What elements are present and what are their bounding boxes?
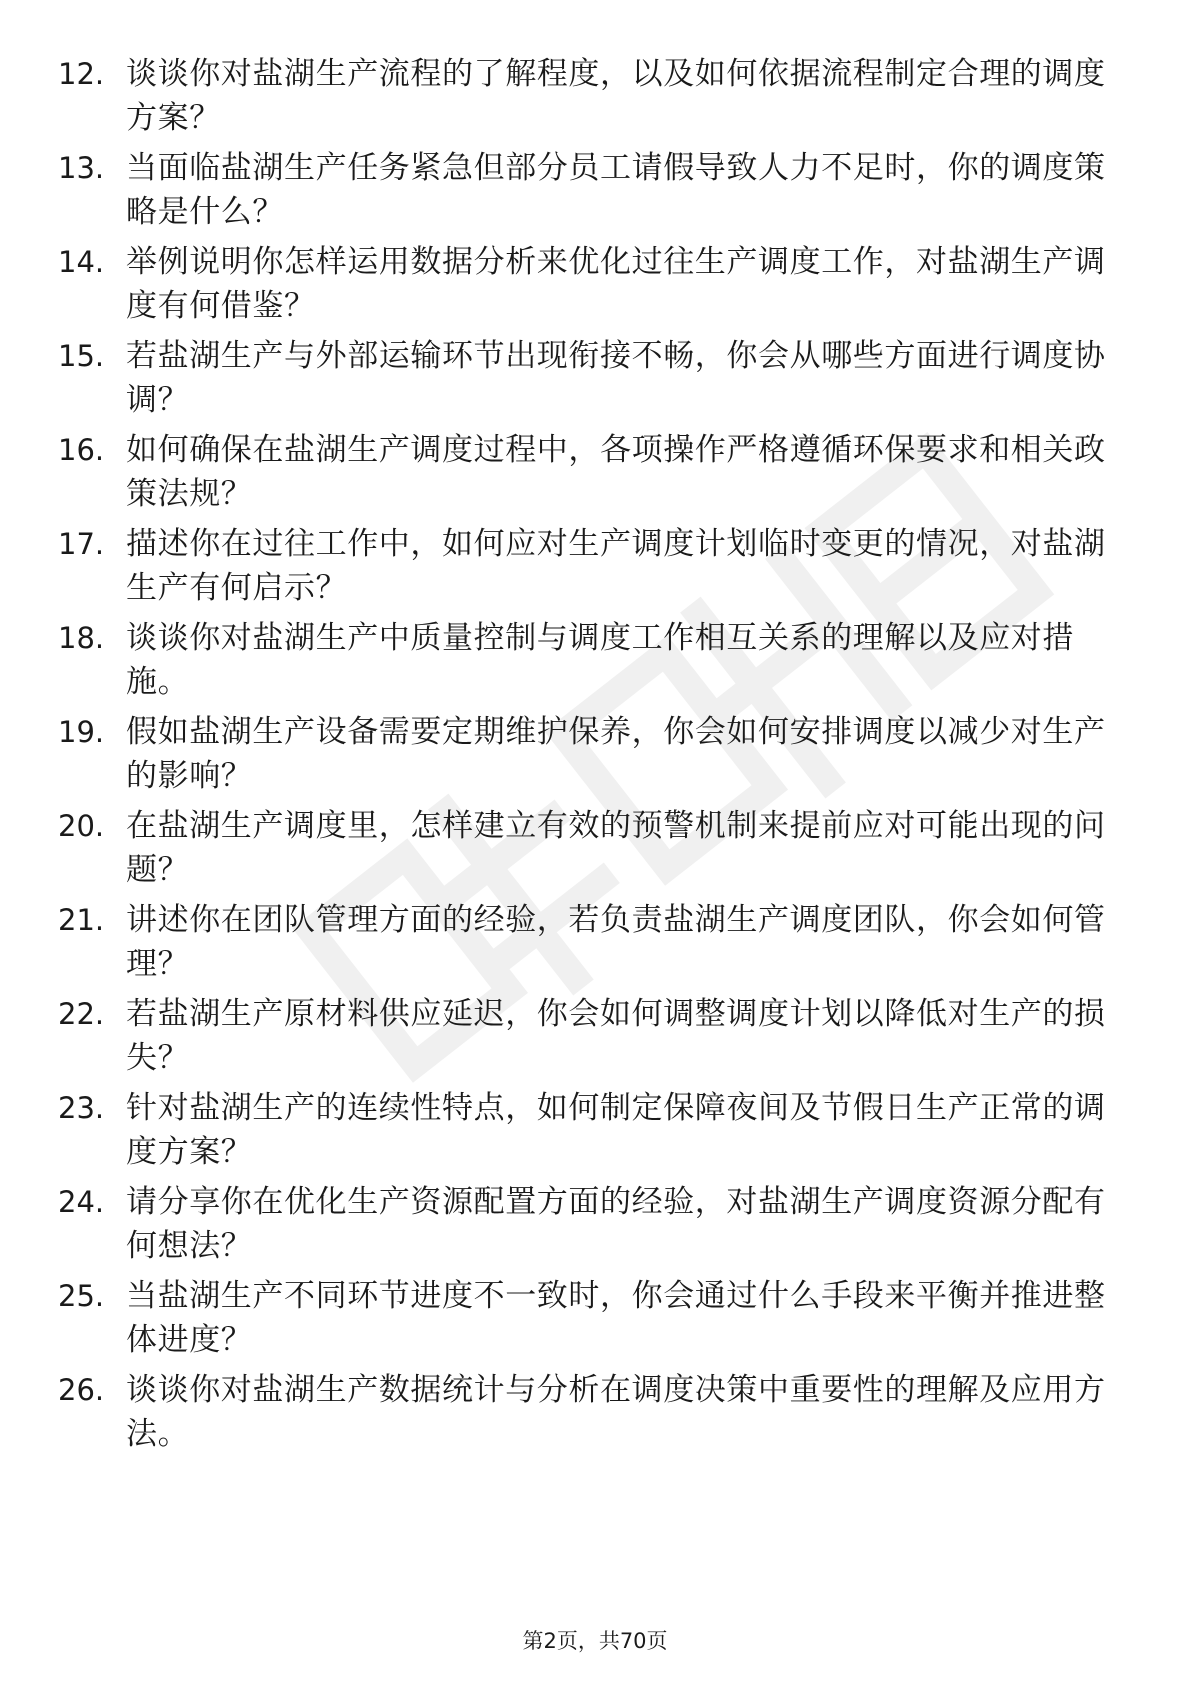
question-text: 讲述你在团队管理方面的经验，若负责盐湖生产调度团队，你会如何管理？	[126, 902, 1106, 982]
question-text: 在盐湖生产调度里，怎样建立有效的预警机制来提前应对可能出现的问题？	[126, 808, 1106, 888]
question-number: 20.	[58, 809, 105, 843]
question-text: 当面临盐湖生产任务紧急但部分员工请假导致人力不足时，你的调度策略是什么？	[126, 150, 1106, 230]
question-number: 24.	[58, 1185, 105, 1219]
question-number: 18.	[58, 621, 105, 655]
question-number: 21.	[58, 903, 105, 937]
list-item	[0, 804, 1190, 908]
question-text: 如何确保在盐湖生产调度过程中，各项操作严格遵循环保要求和相关政策法规？	[126, 432, 1106, 512]
question-text: 谈谈你对盐湖生产流程的了解程度，以及如何依据流程制定合理的调度方案？	[126, 56, 1106, 136]
question-text: 举例说明你怎样运用数据分析来优化过往生产调度工作，对盐湖生产调度有何借鉴？	[126, 244, 1106, 324]
question-text: 假如盐湖生产设备需要定期维护保养，你会如何安排调度以减少对生产的影响？	[126, 714, 1106, 794]
list-item	[0, 898, 1190, 1002]
list-item	[0, 428, 1190, 532]
list-item	[0, 1180, 1190, 1284]
list-item	[0, 240, 1190, 344]
list-item	[0, 1086, 1190, 1190]
question-text: 针对盐湖生产的连续性特点，如何制定保障夜间及节假日生产正常的调度方案？	[126, 1090, 1106, 1170]
question-number: 26.	[58, 1373, 105, 1407]
question-text: 请分享你在优化生产资源配置方面的经验，对盐湖生产调度资源分配有何想法？	[126, 1184, 1106, 1264]
question-text: 若盐湖生产原材料供应延迟，你会如何调整调度计划以降低对生产的损失？	[126, 996, 1106, 1076]
list-item	[0, 146, 1190, 250]
list-item	[0, 992, 1190, 1096]
question-number: 16.	[58, 433, 105, 467]
question-number: 14.	[58, 245, 105, 279]
list-item	[0, 334, 1190, 438]
list-item	[0, 710, 1190, 814]
question-number: 12.	[58, 57, 105, 91]
question-number: 22.	[58, 997, 105, 1031]
list-item	[0, 1368, 1190, 1472]
list-item	[0, 522, 1190, 626]
list-item	[0, 52, 1190, 156]
question-text: 谈谈你对盐湖生产中质量控制与调度工作相互关系的理解以及应对措施。	[126, 620, 1074, 700]
question-number: 23.	[58, 1091, 105, 1125]
question-text: 谈谈你对盐湖生产数据统计与分析在调度决策中重要性的理解及应用方法。	[126, 1372, 1106, 1452]
list-item	[0, 616, 1190, 720]
question-number: 25.	[58, 1279, 105, 1313]
question-number: 15.	[58, 339, 105, 373]
question-number: 19.	[58, 715, 105, 749]
page-number: 第2页，共70页	[522, 1629, 668, 1653]
question-number: 13.	[58, 151, 105, 185]
question-text: 描述你在过往工作中，如何应对生产调度计划临时变更的情况，对盐湖生产有何启示？	[126, 526, 1106, 606]
question-text: 若盐湖生产与外部运输环节出现衔接不畅，你会从哪些方面进行调度协调？	[126, 338, 1106, 418]
list-item	[0, 1274, 1190, 1378]
question-text: 当盐湖生产不同环节进度不一致时，你会通过什么手段来平衡并推进整体进度？	[126, 1278, 1106, 1358]
question-number: 17.	[58, 527, 105, 561]
